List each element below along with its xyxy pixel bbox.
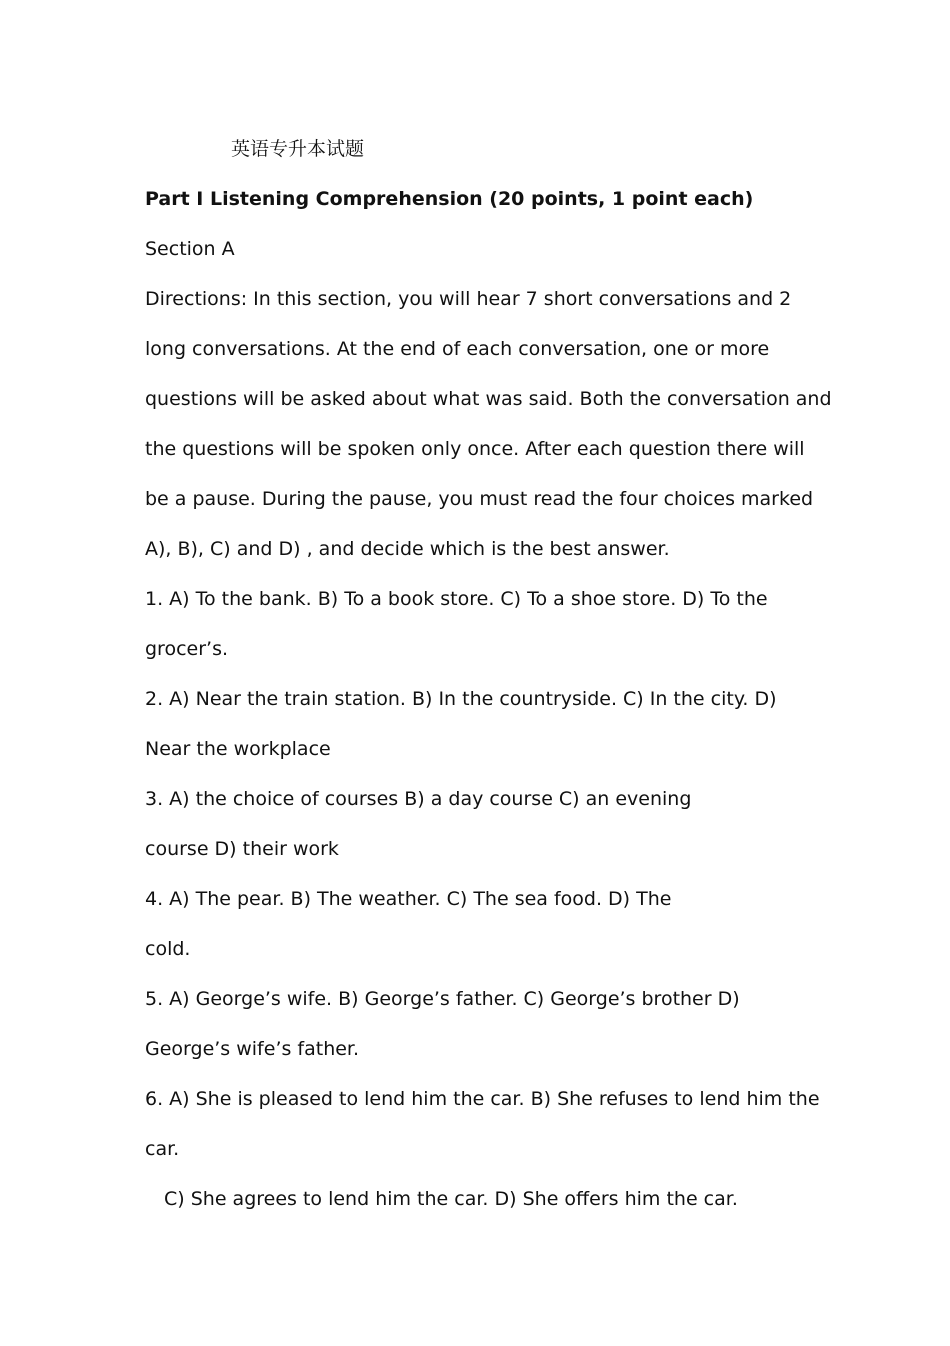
question-3-line: 3. A) the choice of courses B) a day course C) an evening	[145, 788, 692, 810]
question-6-line: 6. A) She is pleased to lend him the car. B) She refuses to lend him the	[145, 1088, 820, 1110]
question-6-line: C) She agrees to lend him the car. D) She offers him the car.	[164, 1188, 738, 1210]
question-6-line: car.	[145, 1138, 180, 1160]
question-5-line: 5. A) George’s wife. B) George’s father. C) George’s brother D)	[145, 988, 740, 1010]
directions-line: Directions: In this section, you will hear 7 short conversations and 2	[145, 288, 792, 310]
directions-line: questions will be asked about what was said. Both the conversation and	[145, 388, 832, 410]
directions-line: the questions will be spoken only once. After each question there will	[145, 438, 805, 460]
question-1-line: grocer’s.	[145, 638, 229, 660]
question-2-line: Near the workplace	[145, 738, 331, 760]
question-5-line: George’s wife’s father.	[145, 1038, 360, 1060]
question-1-line: 1. A) To the bank. B) To a book store. C) To a shoe store. D) To the	[145, 588, 768, 610]
section-label: Section A	[145, 238, 235, 260]
directions-line: long conversations. At the end of each conversation, one or more	[145, 338, 770, 360]
directions-line: A), B), C) and D) , and decide which is the best answer.	[145, 538, 670, 560]
question-2-line: 2. A) Near the train station. B) In the countryside. C) In the city. D)	[145, 688, 777, 710]
part-heading: Part I Listening Comprehension (20 points, 1 point each)	[145, 188, 754, 210]
question-4-line: cold.	[145, 938, 191, 960]
directions-line: be a pause. During the pause, you must read the four choices marked	[145, 488, 814, 510]
question-3-line: course D) their work	[145, 838, 339, 860]
document-title: 英语专升本试题	[231, 138, 365, 160]
question-4-line: 4. A) The pear. B) The weather. C) The sea food. D) The	[145, 888, 672, 910]
